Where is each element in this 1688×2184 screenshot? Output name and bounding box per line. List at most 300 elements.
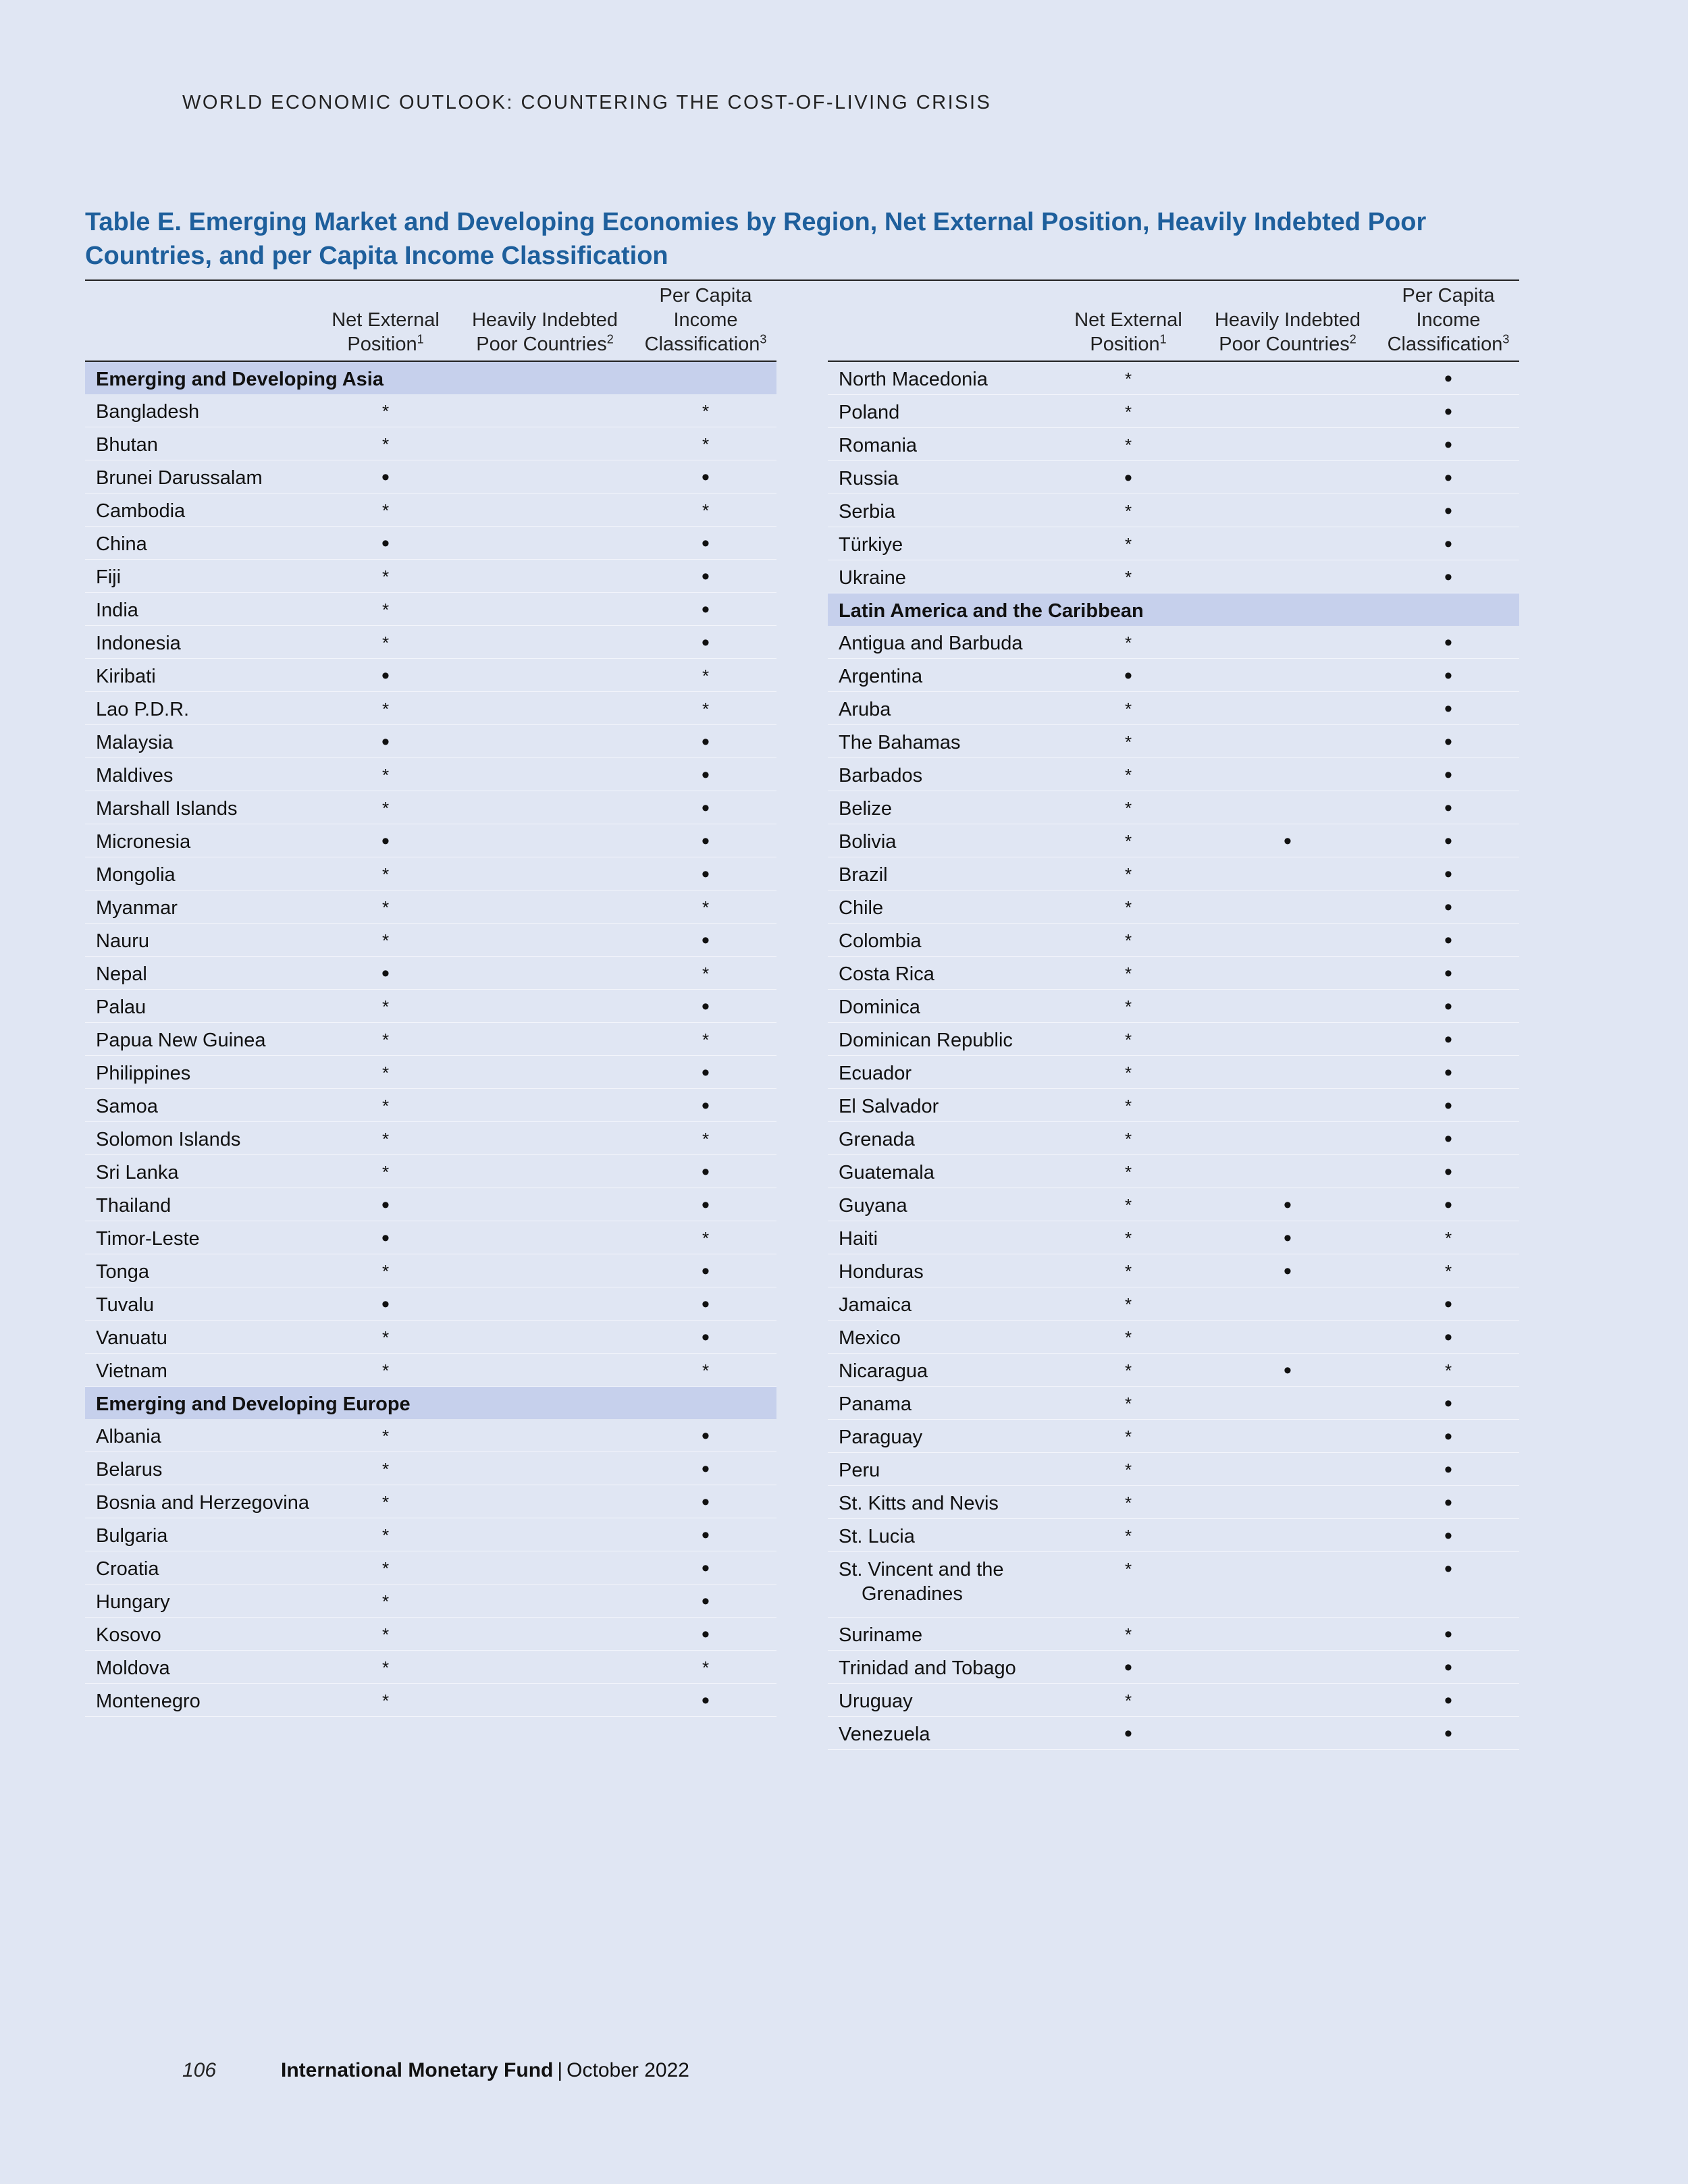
table-row: [85, 1618, 776, 1651]
net-external-mark: *: [1124, 1690, 1132, 1711]
table-row: [85, 791, 776, 824]
income-mark: •: [702, 464, 710, 490]
country-name: Cambodia: [96, 500, 186, 522]
country-name: Fiji: [96, 566, 122, 588]
income-mark: •: [1444, 1655, 1452, 1680]
income-mark: *: [1444, 1261, 1452, 1281]
table-row: [85, 527, 776, 560]
table-row: [828, 1387, 1519, 1420]
net-external-mark: *: [1124, 1063, 1132, 1083]
country-name: Tuvalu: [96, 1294, 154, 1316]
table-row: [85, 1254, 776, 1287]
net-external-mark: *: [381, 765, 390, 785]
income-mark: •: [1444, 928, 1452, 953]
income-mark: •: [702, 994, 710, 1019]
table-row: [828, 758, 1519, 791]
country-name: Malaysia: [96, 732, 174, 753]
net-external-mark: *: [381, 1558, 390, 1578]
income-mark: •: [702, 531, 710, 556]
hipc-mark: •: [1284, 1358, 1292, 1383]
country-name: Hungary: [96, 1591, 170, 1613]
country-name: Guatemala: [839, 1162, 934, 1183]
net-external-mark: *: [1124, 798, 1132, 818]
table-row: [85, 1056, 776, 1089]
income-mark: •: [1444, 1159, 1452, 1185]
country-name: Nauru: [96, 930, 149, 952]
net-external-mark: •: [381, 1225, 390, 1251]
table-row: [828, 461, 1519, 494]
net-external-mark: *: [1124, 930, 1132, 951]
income-mark: •: [702, 597, 710, 622]
income-mark: •: [1444, 465, 1452, 491]
net-external-mark: *: [1124, 402, 1132, 422]
country-name: Bangladesh: [96, 401, 200, 423]
footnote-marker: 2: [1349, 332, 1356, 346]
table-row: [85, 1155, 776, 1188]
table-row: [85, 626, 776, 659]
country-name: Türkiye: [839, 534, 903, 556]
country-name: St. Kitts and Nevis: [839, 1493, 999, 1514]
table-row: [85, 1551, 776, 1584]
table-row: [85, 1485, 776, 1518]
income-mark: •: [1444, 663, 1452, 689]
income-mark: •: [1444, 432, 1452, 458]
country-name: Samoa: [96, 1096, 158, 1117]
table-row: [828, 1453, 1519, 1486]
header-net-external-position: Net External Position$^1$: [332, 309, 440, 355]
table-row: [85, 890, 776, 924]
country-name: Mongolia: [96, 864, 176, 886]
table-row: [85, 824, 776, 857]
table-row: [828, 560, 1519, 593]
net-external-mark: *: [381, 1657, 390, 1678]
footnote-marker: 1: [1159, 332, 1167, 346]
country-name: Tonga: [96, 1261, 150, 1283]
region-header: [85, 362, 776, 394]
right-column-header: [828, 281, 1519, 362]
country-name: Belarus: [96, 1459, 163, 1481]
country-name: Aruba: [839, 699, 891, 720]
table-row: [828, 1155, 1519, 1188]
table-row: [85, 1023, 776, 1056]
country-name: Kiribati: [96, 666, 156, 687]
net-external-mark: *: [1124, 1228, 1132, 1248]
country-name: Serbia: [839, 501, 895, 523]
net-external-mark: •: [1124, 663, 1132, 689]
income-mark: •: [1444, 1027, 1452, 1053]
table-row: [828, 659, 1519, 692]
country-name: Bulgaria: [96, 1525, 168, 1547]
income-mark: •: [1444, 1457, 1452, 1483]
table-row: [828, 626, 1519, 659]
region-name: Emerging and Developing Asia: [96, 369, 384, 390]
net-external-mark: *: [1124, 1559, 1132, 1579]
left-column-header: [85, 281, 776, 362]
table-row: [828, 1684, 1519, 1717]
table-row: [828, 428, 1519, 461]
income-mark: •: [1444, 1721, 1452, 1747]
income-mark: •: [1444, 994, 1452, 1019]
income-mark: •: [1444, 1093, 1452, 1119]
publisher-name: International Monetary Fund: [281, 2059, 554, 2081]
country-name: Brazil: [839, 864, 888, 886]
net-external-mark: *: [1124, 1096, 1132, 1116]
table-row: [85, 460, 776, 494]
net-external-mark: •: [381, 464, 390, 490]
income-mark: •: [1444, 861, 1452, 887]
net-external-mark: *: [381, 1459, 390, 1479]
net-external-mark: *: [381, 930, 390, 951]
table-row: [828, 395, 1519, 428]
net-external-mark: *: [381, 1030, 390, 1050]
country-name: Brunei Darussalam: [96, 467, 263, 489]
table-row: [85, 659, 776, 692]
net-external-mark: *: [1124, 963, 1132, 984]
income-mark: *: [702, 1228, 710, 1248]
table-row: [828, 692, 1519, 725]
income-mark: *: [702, 1657, 710, 1678]
country-name: Philippines: [96, 1063, 191, 1084]
table-row: [85, 1684, 776, 1717]
country-name: Kosovo: [96, 1624, 161, 1646]
footer-separator: |: [557, 2059, 563, 2081]
right-table-body: [828, 362, 1519, 1750]
income-mark: •: [702, 1688, 710, 1713]
income-mark: *: [1444, 1228, 1452, 1248]
net-external-mark: •: [381, 729, 390, 755]
net-external-mark: *: [381, 401, 390, 421]
table-row: [828, 1321, 1519, 1354]
country-name: Palau: [96, 996, 147, 1018]
income-mark: •: [702, 1093, 710, 1119]
net-external-mark: •: [1124, 1721, 1132, 1747]
net-external-mark: *: [1124, 996, 1132, 1017]
country-name: Suriname: [839, 1624, 923, 1646]
header-hipc: Heavily Indebted Poor Countries$^2$: [1214, 309, 1361, 355]
net-external-mark: *: [381, 1261, 390, 1281]
country-name: Mexico: [839, 1327, 901, 1349]
country-name: Bolivia: [839, 831, 897, 853]
table-row: [828, 824, 1519, 857]
income-mark: •: [1444, 630, 1452, 656]
net-external-mark: *: [381, 1063, 390, 1083]
country-name: Paraguay: [839, 1427, 923, 1448]
income-mark: •: [1444, 1126, 1452, 1152]
net-external-mark: •: [1124, 1655, 1132, 1680]
table-row: [85, 1354, 776, 1387]
region-header: [85, 1387, 776, 1419]
table-title: Table E. Emerging Market and Developing Economies by Region, Net External Position, Heavily Indebted Poor Countries, and per Capita Income Classification: [85, 208, 1427, 270]
table-row: [85, 1188, 776, 1221]
net-external-mark: •: [1124, 465, 1132, 491]
country-name: Micronesia: [96, 831, 191, 853]
table-row: [85, 1221, 776, 1254]
table-row: [85, 957, 776, 990]
country-name: Uruguay: [839, 1690, 913, 1712]
net-external-mark: *: [381, 798, 390, 818]
country-name: Argentina: [839, 666, 923, 687]
country-name: Colombia: [839, 930, 922, 952]
income-mark: •: [1444, 1622, 1452, 1647]
country-name: Nicaragua: [839, 1360, 928, 1382]
income-mark: •: [1444, 696, 1452, 722]
header-income-classification: Per Capita Income Classification$^3$: [1387, 285, 1510, 355]
income-mark: •: [702, 1522, 710, 1548]
net-external-mark: *: [381, 699, 390, 719]
table-row: [828, 791, 1519, 824]
net-external-mark: *: [381, 1360, 390, 1381]
income-mark: •: [1444, 729, 1452, 755]
footnote-marker: 1: [417, 332, 424, 346]
table-row: [85, 394, 776, 427]
hipc-mark: •: [1284, 1258, 1292, 1284]
net-external-mark: *: [1124, 633, 1132, 653]
table-row: [828, 1188, 1519, 1221]
table-row: [828, 1552, 1519, 1618]
net-external-mark: *: [381, 1162, 390, 1182]
footnote-marker: 2: [606, 332, 614, 346]
country-name: Moldova: [96, 1657, 170, 1679]
net-external-mark: •: [381, 1192, 390, 1218]
table-row: [85, 1419, 776, 1452]
net-external-mark: *: [381, 897, 390, 917]
net-external-mark: •: [381, 961, 390, 986]
table-row: [828, 1354, 1519, 1387]
net-external-mark: *: [1124, 1526, 1132, 1546]
country-name: Myanmar: [96, 897, 178, 919]
net-external-mark: *: [1124, 1162, 1132, 1182]
net-external-mark: *: [1124, 567, 1132, 587]
income-mark: •: [1444, 1688, 1452, 1713]
country-name: India: [96, 600, 138, 621]
income-mark: *: [702, 897, 710, 917]
income-mark: •: [1444, 1391, 1452, 1416]
net-external-mark: •: [381, 828, 390, 854]
net-external-mark: *: [381, 566, 390, 587]
footer-publisher: [281, 2059, 689, 2082]
table-row: [828, 1651, 1519, 1684]
net-external-mark: *: [381, 1492, 390, 1512]
income-mark: •: [1444, 564, 1452, 590]
net-external-mark: *: [1124, 1129, 1132, 1149]
table-row: [85, 593, 776, 626]
table-row: [85, 725, 776, 758]
income-mark: *: [702, 1030, 710, 1050]
table-row: [85, 494, 776, 527]
hipc-mark: •: [1284, 828, 1292, 854]
table-row: [85, 1452, 776, 1485]
country-name: Grenada: [839, 1129, 915, 1150]
table-row: [828, 362, 1519, 395]
net-external-mark: *: [1124, 831, 1132, 851]
country-name: Vanuatu: [96, 1327, 167, 1349]
page-number: 106: [182, 2059, 217, 2081]
country-name: Peru: [839, 1460, 880, 1481]
income-mark: •: [1444, 895, 1452, 920]
country-name: Jamaica: [839, 1294, 912, 1316]
net-external-mark: •: [381, 1291, 390, 1317]
country-name: Croatia: [96, 1558, 159, 1580]
table-row: [85, 990, 776, 1023]
table-row: [85, 758, 776, 791]
country-name: Honduras: [839, 1261, 924, 1283]
income-mark: *: [702, 1129, 710, 1149]
net-external-mark: *: [1124, 1195, 1132, 1215]
table-row: [828, 1287, 1519, 1321]
income-mark: •: [1444, 1556, 1452, 1582]
table-row: [85, 1584, 776, 1618]
net-external-mark: *: [1124, 864, 1132, 884]
country-name: Lao P.D.R.: [96, 699, 190, 720]
income-mark: •: [702, 729, 710, 755]
country-name: China: [96, 533, 147, 555]
net-external-mark: *: [381, 1591, 390, 1612]
income-mark: •: [1444, 399, 1452, 425]
net-external-mark: *: [1124, 765, 1132, 785]
income-mark: *: [702, 500, 710, 521]
country-name: Bosnia and Herzegovina: [96, 1492, 309, 1514]
country-name: Barbados: [839, 765, 923, 787]
header-hipc: Heavily Indebted Poor Countries$^2$: [471, 309, 618, 355]
country-name: Trinidad and Tobago: [839, 1657, 1016, 1679]
country-name: Guyana: [839, 1195, 907, 1217]
table-row: [828, 1221, 1519, 1254]
table-row: [828, 1717, 1519, 1750]
country-name: Venezuela: [839, 1724, 930, 1745]
income-mark: •: [702, 1291, 710, 1317]
country-name: Bhutan: [96, 434, 158, 456]
income-mark: •: [1444, 1325, 1452, 1350]
income-mark: •: [1444, 1523, 1452, 1549]
table-row: [828, 494, 1519, 527]
income-mark: *: [702, 963, 710, 984]
income-mark: •: [1444, 1192, 1452, 1218]
income-mark: •: [1444, 762, 1452, 788]
net-external-mark: *: [1124, 534, 1132, 554]
country-name: Antigua and Barbuda: [839, 633, 1023, 654]
income-mark: •: [702, 861, 710, 887]
country-name: Albania: [96, 1426, 161, 1447]
income-mark: •: [1444, 1490, 1452, 1516]
country-name: Nepal: [96, 963, 147, 985]
table-row: [828, 857, 1519, 890]
income-mark: •: [1444, 498, 1452, 524]
hipc-mark: •: [1284, 1192, 1292, 1218]
country-name: Maldives: [96, 765, 174, 787]
country-name: Indonesia: [96, 633, 181, 654]
table-row: [828, 1618, 1519, 1651]
table-row: [828, 924, 1519, 957]
income-mark: •: [702, 630, 710, 656]
country-name: Costa Rica: [839, 963, 934, 985]
table-row: [85, 1122, 776, 1155]
income-mark: •: [1444, 961, 1452, 986]
net-external-mark: *: [1124, 435, 1132, 455]
country-name: Belize: [839, 798, 892, 820]
income-mark: •: [702, 928, 710, 953]
income-mark: •: [702, 795, 710, 821]
income-mark: •: [702, 1423, 710, 1449]
country-name: Timor-Leste: [96, 1228, 200, 1250]
table-row: [828, 1056, 1519, 1089]
net-external-mark: *: [1124, 501, 1132, 521]
country-name: Panama: [839, 1393, 912, 1415]
income-mark: •: [1444, 531, 1452, 557]
table-row: [828, 725, 1519, 758]
income-mark: •: [702, 1589, 710, 1614]
net-external-mark: *: [1124, 1261, 1132, 1281]
table-row: [828, 890, 1519, 924]
income-mark: •: [702, 762, 710, 788]
country-name: Montenegro: [96, 1690, 201, 1712]
header-income-classification: Per Capita Income Classification$^3$: [644, 285, 767, 355]
net-external-mark: *: [1124, 1393, 1132, 1414]
table-row: [85, 427, 776, 460]
net-external-mark: *: [381, 1426, 390, 1446]
country-name: Sri Lanka: [96, 1162, 179, 1183]
publication-date: October 2022: [566, 2059, 689, 2081]
income-mark: •: [702, 1159, 710, 1185]
net-external-mark: *: [1124, 1624, 1132, 1645]
country-name: Papua New Guinea: [96, 1030, 266, 1051]
country-name: St. Lucia: [839, 1526, 915, 1547]
net-external-mark: *: [381, 1624, 390, 1645]
left-table-column: [85, 281, 776, 1717]
net-external-mark: *: [381, 1525, 390, 1545]
net-external-mark: *: [381, 1690, 390, 1711]
net-external-mark: *: [1124, 897, 1132, 917]
hipc-mark: •: [1284, 1225, 1292, 1251]
net-external-mark: *: [1124, 699, 1132, 719]
table-row: [85, 692, 776, 725]
table-row: [828, 1486, 1519, 1519]
income-mark: •: [702, 1192, 710, 1218]
income-mark: *: [702, 401, 710, 421]
country-name: El Salvador: [839, 1096, 939, 1117]
net-external-mark: *: [381, 1129, 390, 1149]
header-net-external-position: Net External Position$^1$: [1074, 309, 1182, 355]
country-name: Thailand: [96, 1195, 172, 1217]
country-name: Dominican Republic: [839, 1030, 1013, 1051]
net-external-mark: *: [381, 1096, 390, 1116]
net-external-mark: *: [1124, 1360, 1132, 1381]
net-external-mark: *: [1124, 1460, 1132, 1480]
country-name: Haiti: [839, 1228, 878, 1250]
income-mark: •: [702, 1060, 710, 1086]
table-row: [85, 560, 776, 593]
net-external-mark: *: [381, 434, 390, 454]
net-external-mark: *: [381, 633, 390, 653]
region-name: Latin America and the Caribbean: [839, 600, 1144, 622]
table-row: [85, 1287, 776, 1321]
table-row: [85, 1321, 776, 1354]
income-mark: *: [702, 1360, 710, 1381]
income-mark: *: [702, 699, 710, 719]
table-row: [828, 1254, 1519, 1287]
income-mark: •: [1444, 1424, 1452, 1449]
net-external-mark: •: [381, 663, 390, 689]
income-mark: •: [702, 1489, 710, 1515]
net-external-mark: *: [1124, 1294, 1132, 1314]
net-external-mark: *: [1124, 1493, 1132, 1513]
net-external-mark: *: [1124, 1327, 1132, 1348]
income-mark: •: [1444, 1291, 1452, 1317]
income-mark: •: [702, 1325, 710, 1350]
country-name: Ecuador: [839, 1063, 912, 1084]
country-name: Russia: [839, 468, 899, 489]
country-name: Vietnam: [96, 1360, 167, 1382]
country-name: Dominica: [839, 996, 920, 1018]
